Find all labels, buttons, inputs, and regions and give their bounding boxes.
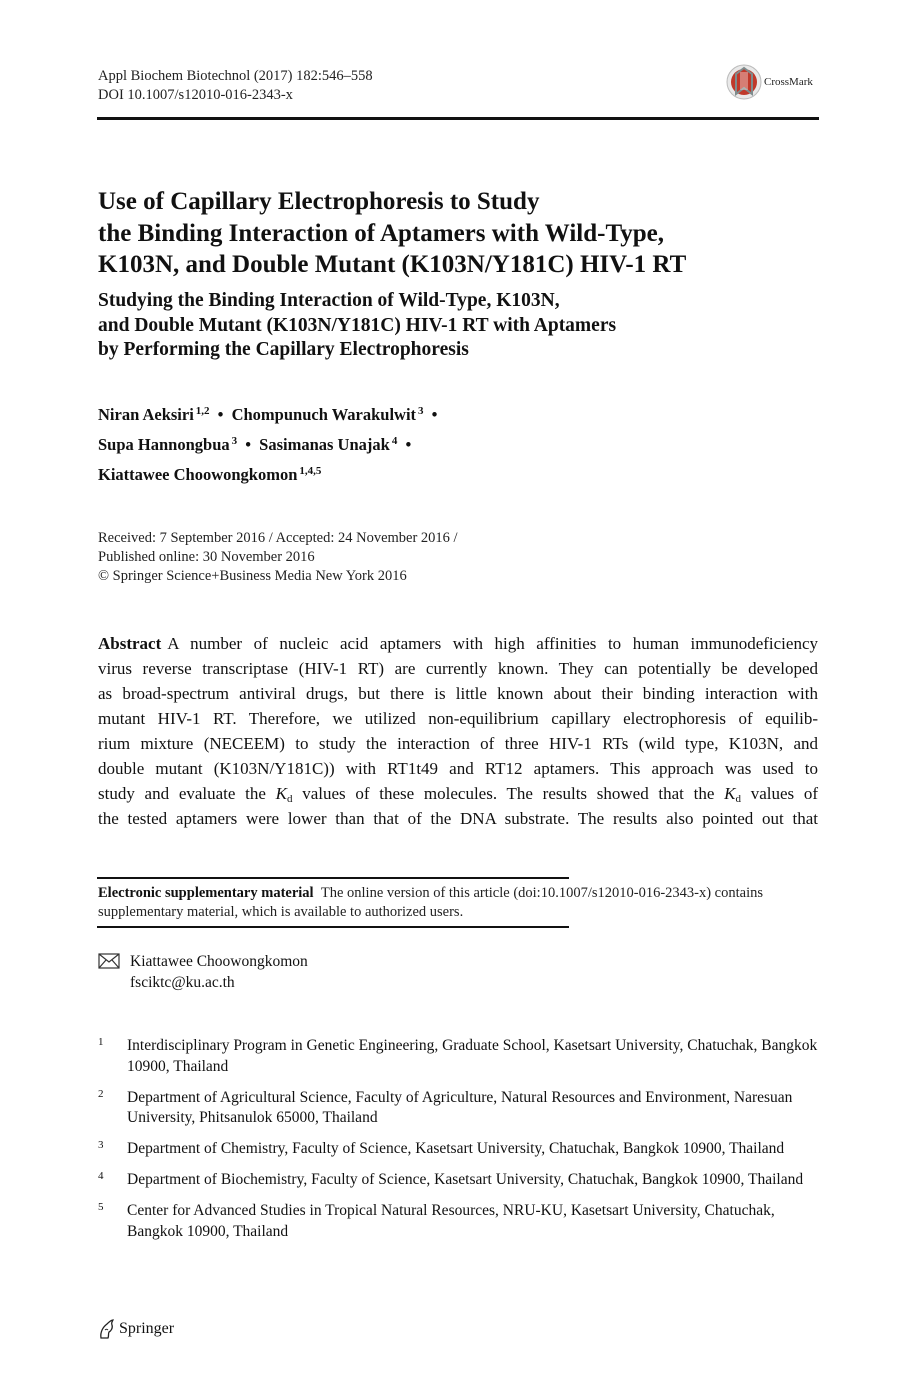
author-separator: • xyxy=(431,405,438,424)
doi-line: DOI 10.1007/s12010-016-2343-x xyxy=(98,87,293,103)
publication-dates xyxy=(98,529,458,586)
author-separator: • xyxy=(405,435,412,454)
kd-subscript: d xyxy=(735,793,741,805)
article-title xyxy=(98,186,818,281)
received-accepted-line: Received: 7 September 2016 / Accepted: 24 November 2016 / xyxy=(98,530,458,546)
affiliation-text: Center for Advanced Studies in Tropical Natural Resources, NRU-KU, Kasetsart University, Chatuchak, Bangkok 10900, Thailand xyxy=(127,1202,775,1240)
title-line: Use of Capillary Electrophoresis to Study xyxy=(98,188,540,215)
publisher-name: Springer xyxy=(119,1320,175,1337)
abstract-line: double mutant (K103N/Y181C)) with RT1t49 and RT12 aptamers. This approach was used to xyxy=(98,759,818,778)
author-separator: • xyxy=(217,405,224,424)
author-affiliation-ref: 1,4,5 xyxy=(299,465,322,477)
title-line: the Binding Interaction of Aptamers with Wild-Type, xyxy=(98,219,665,247)
abstract-line: as broad-spectrum antiviral drugs, but there is little known about their binding interaction with xyxy=(98,684,818,703)
abstract-line xyxy=(98,781,818,806)
subtitle-line: Studying the Binding Interaction of Wild-Type, K103N, xyxy=(98,290,560,311)
crossmark-badge[interactable] xyxy=(726,64,813,100)
abstract-text: values of xyxy=(740,784,819,803)
author-affiliation-ref: 3 xyxy=(231,435,238,447)
supplementary-material-note xyxy=(98,884,818,922)
author-name[interactable]: Kiattawee Choowongkomon xyxy=(98,465,298,484)
author-name[interactable]: Niran Aeksiri xyxy=(98,405,194,424)
affiliation-item xyxy=(98,1170,820,1191)
author-affiliation-ref: 1,2 xyxy=(195,405,210,417)
journal-citation: Appl Biochem Biotechnol (2017) 182:546–558 xyxy=(98,68,373,84)
abstract-text: A number of nucleic acid aptamers with high affinities to human immunodeficiency xyxy=(167,634,818,653)
author-affiliation-ref: 3 xyxy=(418,405,424,417)
affiliation-text: Department of Biochemistry, Faculty of Science, Kasetsart University, Chatuchak, Bangkok 10900, Thailand xyxy=(127,1171,804,1188)
affiliation-number: 1 xyxy=(98,1036,104,1048)
published-line: Published online: 30 November 2016 xyxy=(98,549,315,565)
copyright-line: © Springer Science+Business Media New York 2016 xyxy=(98,568,407,584)
affiliation-number: 4 xyxy=(98,1170,104,1182)
esm-bottom-rule xyxy=(97,926,569,928)
abstract xyxy=(98,631,818,831)
corresponding-author-email[interactable]: fsciktc@ku.ac.th xyxy=(130,974,235,991)
corresponding-author xyxy=(98,951,308,993)
esm-top-rule xyxy=(97,877,569,879)
author-name[interactable]: Chompunuch Warakulwit xyxy=(231,405,417,424)
publisher-logo xyxy=(97,1318,174,1340)
abstract-line: mutant HIV-1 RT. Therefore, we utilized non-equilibrium capillary electrophoresis of equilib- xyxy=(98,709,818,728)
affiliation-text: Department of Chemistry, Faculty of Science, Kasetsart University, Chatuchak, Bangkok 10900, Thailand xyxy=(127,1140,785,1157)
header-rule xyxy=(97,117,819,120)
crossmark-icon xyxy=(726,64,762,100)
envelope-icon xyxy=(98,953,120,969)
abstract-line: the tested aptamers were lower than that of the DNA substrate. The results also pointed out that xyxy=(98,809,818,828)
k-letter: K xyxy=(275,784,288,803)
kd-symbol xyxy=(724,784,735,803)
author-affiliation-ref: 4 xyxy=(391,435,398,447)
article-subtitle xyxy=(98,289,818,363)
subtitle-line: by Performing the Capillary Electrophoresis xyxy=(98,339,469,360)
abstract-text: values of these molecules. The results showed that the xyxy=(292,784,725,803)
k-letter: K xyxy=(724,784,736,803)
journal-header xyxy=(98,67,373,105)
affiliation-number: 2 xyxy=(98,1087,104,1100)
springer-horse-icon xyxy=(97,1318,117,1340)
affiliation-number: 5 xyxy=(98,1201,104,1213)
affiliations-list xyxy=(98,1036,820,1253)
abstract-label: Abstract xyxy=(98,634,162,653)
abstract-text: study and evaluate the xyxy=(98,784,276,803)
affiliation-item xyxy=(98,1088,820,1129)
author-name[interactable]: Sasimanas Unajak xyxy=(259,435,390,454)
abstract-line: rium mixture (NECEEM) to study the interaction of three HIV-1 RTs (wild type, K103N, and xyxy=(98,734,818,753)
kd-symbol xyxy=(276,784,287,803)
affiliation-item xyxy=(98,1139,820,1160)
affiliation-item xyxy=(98,1036,820,1077)
corresponding-author-name: Kiattawee Choowongkomon xyxy=(130,953,308,970)
author-separator: • xyxy=(245,435,252,454)
crossmark-label: CrossMark xyxy=(764,76,813,88)
affiliation-text: Department of Agricultural Science, Faculty of Agriculture, Natural Resources and Environment, Naresuan University, Phitsanulok 65000, Thailand xyxy=(127,1088,793,1126)
affiliation-item xyxy=(98,1201,820,1242)
author-name[interactable]: Supa Hannongbua xyxy=(98,435,230,454)
author-list xyxy=(98,398,441,488)
affiliation-text: Interdisciplinary Program in Genetic Engineering, Graduate School, Kasetsart University, Chatuchak, Bangkok 10900, Thailand xyxy=(127,1037,818,1075)
esm-text: The online version of this article (doi:10.1007/s12010-016-2343-x) contains supplementary material, which is available to authorized users. xyxy=(98,885,764,920)
abstract-line xyxy=(98,631,818,656)
affiliation-number: 3 xyxy=(98,1139,104,1151)
subtitle-line: and Double Mutant (K103N/Y181C) HIV-1 RT with Aptamers xyxy=(98,314,617,336)
esm-label: Electronic supplementary material xyxy=(98,885,314,901)
abstract-line: virus reverse transcriptase (HIV-1 RT) are currently known. They can potentially be developed xyxy=(98,659,818,678)
kd-subscript: d xyxy=(287,793,293,805)
title-line: K103N, and Double Mutant (K103N/Y181C) HIV-1 RT xyxy=(98,251,687,278)
